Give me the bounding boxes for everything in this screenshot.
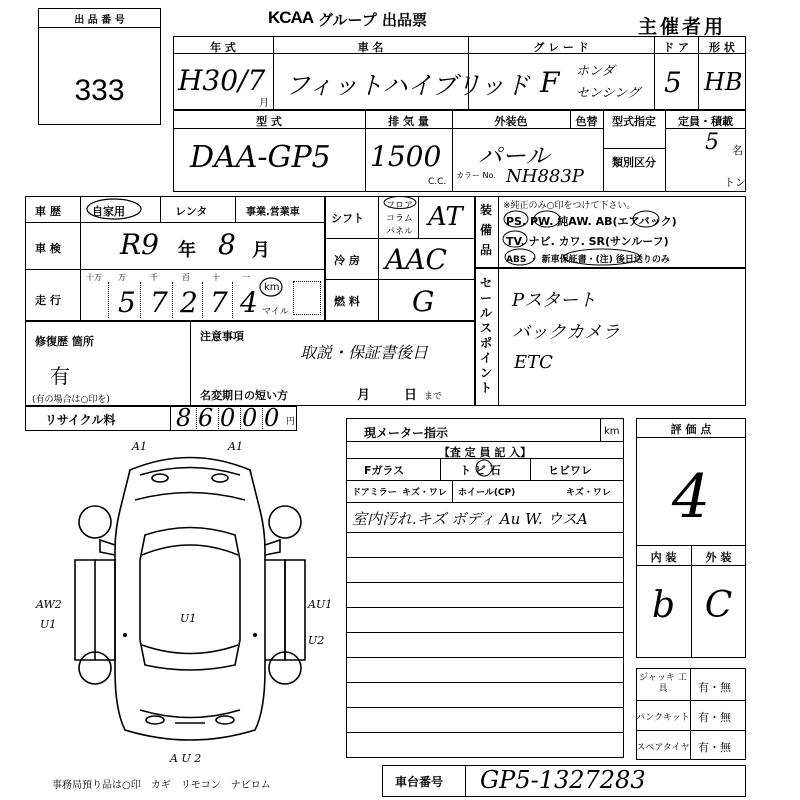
mileage-label: 走 行 (35, 294, 61, 307)
shift-option-floor: フロア (386, 201, 414, 211)
glass-label: Fガラス (364, 464, 405, 477)
recycle-digit: 6 (198, 404, 214, 432)
damage-mark: AW2 (36, 598, 62, 611)
color-no-label: カラー No. (456, 171, 496, 180)
recycle-digit: 0 (264, 404, 280, 432)
damage-mark: U1 (40, 618, 57, 631)
damage-mark: U2 (308, 634, 325, 647)
digit-label: 一 (242, 273, 250, 282)
fuel-label: 燃 料 (334, 295, 360, 308)
damage-mark: A1 (228, 440, 243, 453)
car-name-value: フィットハイブリッド (285, 71, 530, 100)
damage-mark: A1 (132, 440, 147, 453)
color-no-value: NH883P (506, 166, 584, 187)
glass-options-2: ヒビワレ (548, 464, 592, 477)
damage-mark: AU1 (308, 598, 333, 611)
shift-floor-circle (382, 195, 418, 210)
equipment-side-label: 装 備 品 (479, 203, 492, 257)
digit-label: 十 (212, 273, 220, 282)
shift-label: シフト (331, 212, 364, 225)
chassis-label: 車台番号 (395, 775, 444, 789)
sales-point-item: ETC (514, 352, 553, 373)
km-unit: km (264, 282, 280, 293)
repair-value: 有 (50, 364, 70, 388)
ac-value: AAC (385, 243, 447, 276)
rental-option: レンタ (175, 205, 208, 218)
own-use-circle (84, 197, 144, 221)
deadline-label: 名変期日の短い方 (200, 389, 288, 402)
inspector-label: 【査 定 員 記 入】 (438, 446, 532, 459)
mileage-digit: 7 (210, 286, 228, 319)
digit-label: 万 (118, 273, 126, 282)
mileage-digit: 5 (118, 286, 136, 319)
category-label: 類別区分 (612, 156, 656, 169)
body-type-value: HB (704, 68, 743, 96)
deadline-month: 月 (357, 388, 371, 403)
year-value: H30/7 (178, 64, 266, 97)
interior-label: 内 装 (650, 551, 677, 564)
header-logo: KCAA (268, 8, 314, 27)
digit-label: 千 (150, 273, 158, 282)
damage-mark: U1 (180, 612, 197, 625)
interior-value: b (651, 585, 676, 626)
mirror-options: キズ・ワレ (402, 488, 447, 498)
inspection-year-unit: 年 (178, 240, 196, 261)
cc-unit: C.C. (428, 177, 447, 187)
history-label: 車 歴 (35, 205, 61, 218)
capacity-unit: 名 (732, 144, 743, 157)
notes-label: 注意事項 (200, 330, 244, 343)
capacity-label: 定員・積載 (678, 115, 733, 128)
recycle-label: リサイクル料 (45, 413, 116, 427)
tool-value: 有・無 (698, 711, 731, 724)
repair-label: 修復歴 箇所 (35, 335, 94, 348)
recycle-digit: 8 (176, 404, 192, 432)
tool-value: 有・無 (698, 681, 731, 694)
header-title: グループ 出品票 (318, 11, 428, 29)
grade-note-2: センシング (576, 86, 641, 101)
km-circle (258, 276, 284, 298)
meter-unit: km (604, 426, 620, 437)
lot-number-value: 333 (74, 74, 125, 107)
year-suffix: 月 (259, 98, 269, 109)
equipment-line-2: TV. ナビ. カワ. SR(サンルーフ) (506, 235, 669, 248)
commercial-option: 事業.営業車 (246, 207, 300, 218)
repair-note: (有の場合は○印を) (32, 395, 110, 405)
grade-value: F (540, 66, 560, 99)
tool-label: パンクキット (636, 713, 690, 723)
recycle-digit: 0 (242, 404, 258, 432)
recycle-digit: 0 (220, 404, 236, 432)
inspection-comment: 室内汚れ.キズ ボディ Au W. ウスA (352, 510, 588, 528)
ac-label: 冷 房 (334, 254, 360, 267)
recycle-unit: 円 (286, 417, 296, 427)
exterior-label: 外 装 (705, 551, 732, 564)
shift-value: AT (428, 202, 463, 232)
glass-option-circle (474, 458, 494, 478)
sales-points-side-label: セールスポイント (479, 276, 492, 395)
score-label: 評 価 点 (670, 423, 712, 436)
own-use-option: 自家用 (92, 205, 125, 218)
car-diagram (60, 440, 320, 760)
grade-label: グ レ ー ド (533, 41, 589, 54)
equipment-circles (498, 196, 746, 268)
model-label: 型 式 (256, 115, 282, 128)
mileage-digit: 2 (180, 286, 198, 319)
tool-label: スペアタイヤ (636, 743, 690, 753)
shift-option-panel: パネル (386, 227, 414, 237)
mile-unit: マイル (262, 307, 289, 317)
damage-mark: A U 2 (170, 752, 202, 765)
inspection-value: R9 (120, 228, 159, 261)
tool-value: 有・無 (698, 741, 731, 754)
doors-label: ド ア (663, 41, 689, 54)
digit-label: 十万 (86, 273, 102, 282)
chassis-value: GP5-1327283 (480, 766, 646, 794)
tool-label: ジャッキ 工 具 (639, 673, 687, 694)
inspection-month-value: 8 (218, 228, 236, 261)
copy-label: 主催者用 (638, 16, 727, 38)
wheel-label: ホイール(CP) (458, 488, 516, 498)
mirror-label: ドアミラー (352, 488, 397, 498)
ton-unit: トン (724, 176, 746, 189)
inspection-label: 車 検 (35, 242, 61, 255)
equipment-note: ※純正のみ○印をつけて下さい。 (503, 201, 636, 211)
deadline-until: まで (424, 392, 443, 402)
grade-note-1: ホンダ (576, 64, 615, 79)
deadline-day: 日 (404, 388, 418, 403)
equipment-line-1: PS. PW. 純AW. AB(エアバック) (506, 215, 677, 228)
color-value: パール (478, 142, 550, 170)
footer-note: 事務局預り品は○印 カギ リモコン ナビロム (52, 780, 271, 791)
capacity-value: 5 (705, 130, 719, 155)
color-change-label: 色替 (575, 115, 598, 128)
model-value: DAA-GP5 (190, 140, 331, 175)
displacement-label: 排 気 量 (388, 115, 429, 128)
lot-number-label: 出 品 番 号 (74, 15, 125, 26)
meter-label: 現メーター指示 (364, 426, 449, 440)
inspection-month-unit: 月 (252, 240, 270, 261)
sales-point-item: Pスタート (512, 290, 597, 311)
mileage-digit: 4 (240, 286, 258, 319)
digit-label: 百 (182, 273, 190, 282)
body-type-label: 形 状 (709, 41, 735, 54)
glass-options: ト ビ 石 (460, 464, 501, 477)
car-name-label: 車 名 (357, 41, 384, 54)
type-designation-label: 型式指定 (612, 115, 656, 128)
sales-point-item: バックカメラ (512, 322, 620, 343)
score-value: 4 (671, 462, 711, 532)
exterior-color-label: 外装色 (494, 115, 528, 128)
doors-value: 5 (664, 66, 682, 99)
notes-value: 取説・保証書後日 (300, 343, 429, 362)
year-label: 年 式 (210, 41, 236, 54)
fuel-value: G (412, 285, 435, 318)
shift-option-column: コラム (386, 214, 413, 224)
equipment-line-3: ABS ・ 新車保証書・(注) 後日送りのみ (506, 255, 670, 265)
exterior-value: C (704, 585, 733, 626)
displacement-value: 1500 (370, 140, 442, 173)
mileage-digit: 7 (150, 286, 168, 319)
wheel-options: キズ・ワレ (566, 488, 611, 498)
